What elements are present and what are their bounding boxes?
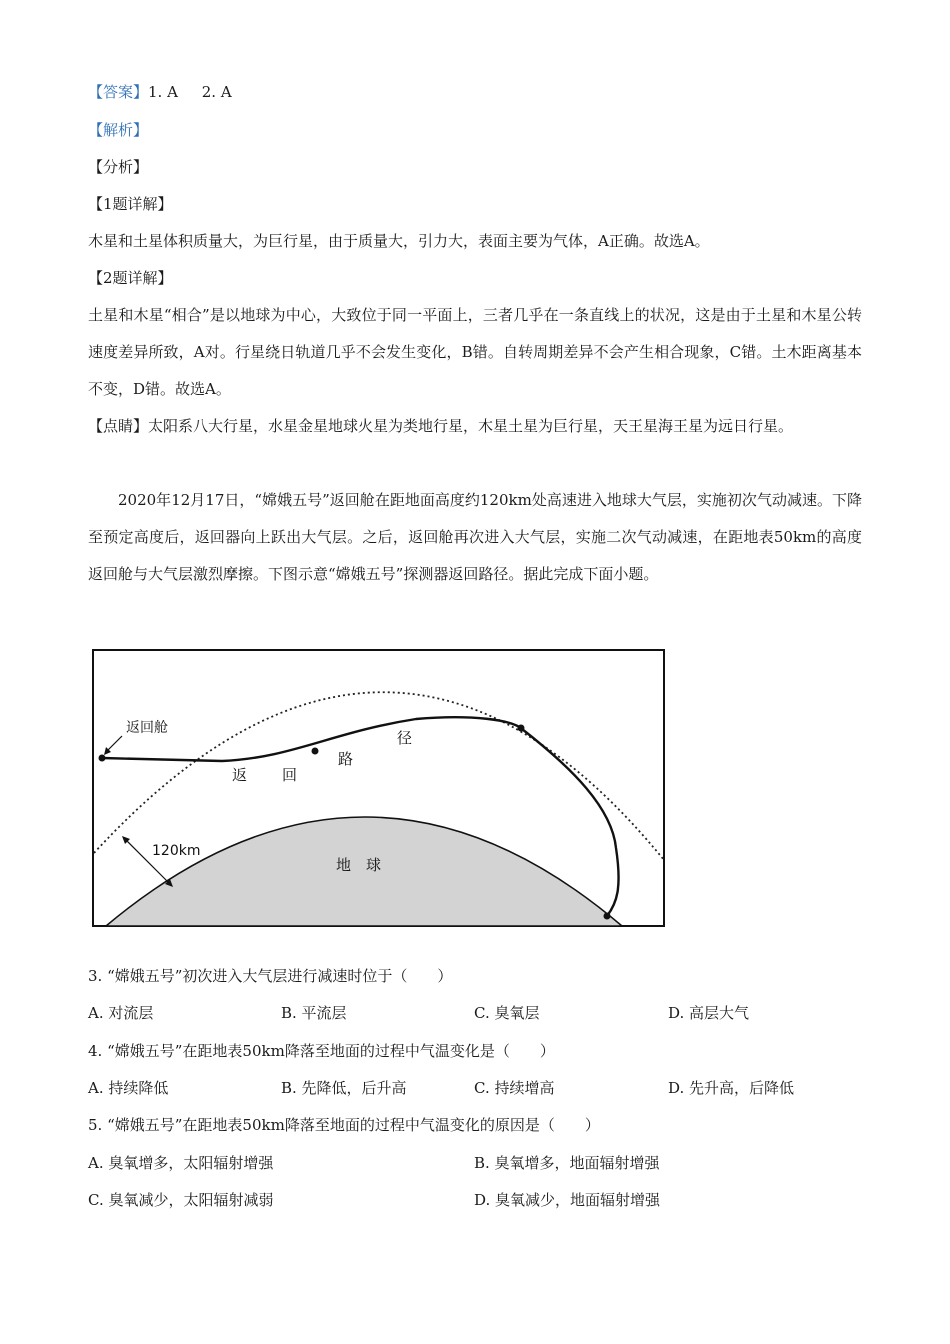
landing-point bbox=[604, 913, 611, 920]
q2-detail-tag: 【2题详解】 bbox=[88, 269, 173, 287]
path-point-1 bbox=[312, 748, 319, 755]
q1-detail-text: 木星和土星体积质量大，为巨行星，由于质量大，引力大，表面主要为气体，A正确。故选A。 bbox=[88, 232, 710, 250]
q4-option-b: B. 先降低，后升高 bbox=[281, 1079, 407, 1097]
q5-option-b: B. 臭氧增多，地面辐射增强 bbox=[474, 1154, 660, 1172]
q3-option-b: B. 平流层 bbox=[281, 1004, 347, 1022]
intro-paragraph: 2020年12月17日，“嫦娥五号”返回舱在距地面高度约120km处高速进入地球大气层，实施初次气动减速。下降至预定高度后，返回器向上跃出大气层。之后，返回舱再次进入大气层，实施二次气动减速，在距地表50km的高度返回舱与大气层激烈摩擦。下图示意“嫦娥五号”探测器返回路径。据此完成下面小题。 bbox=[88, 491, 862, 583]
dianjing-text: 太阳系八大行星，水星金星地球火星为类地行星，木星土星为巨行星，天王星海王星为远日行星。 bbox=[148, 417, 794, 435]
capsule-label: 返回舱 bbox=[126, 720, 168, 736]
q1-detail-tag: 【1题详解】 bbox=[88, 195, 173, 213]
capsule-point bbox=[99, 755, 106, 762]
q4-option-c: C. 持续增高 bbox=[474, 1079, 555, 1097]
path-char-3: 路 bbox=[338, 750, 354, 768]
q5-option-c: C. 臭氧减少，太阳辐射减弱 bbox=[88, 1191, 274, 1209]
q3-option-d: D. 高层大气 bbox=[668, 1004, 750, 1022]
q4-option-a: A. 持续降低 bbox=[88, 1079, 169, 1097]
dianjing-tag: 【点睛】 bbox=[88, 417, 149, 435]
earth-label: 地 球 bbox=[336, 856, 382, 874]
q5-option-d: D. 臭氧减少，地面辐射增强 bbox=[474, 1191, 661, 1209]
q5-option-a: A. 臭氧增多，太阳辐射增强 bbox=[88, 1154, 274, 1172]
path-char-1: 返 bbox=[232, 766, 248, 784]
return-path-figure bbox=[92, 648, 666, 930]
answer-text: 1. A 2. A bbox=[148, 83, 232, 101]
fenxi-tag: 【分析】 bbox=[88, 158, 149, 176]
path-char-2: 回 bbox=[282, 766, 298, 784]
dianjing-block bbox=[88, 408, 862, 445]
question-4-stem: 4. “嫦娥五号”在距地表50km降落至地面的过程中气温变化是（ ） bbox=[88, 1042, 555, 1060]
answer-line bbox=[88, 82, 232, 102]
analysis-tag: 【解析】 bbox=[88, 121, 149, 139]
q2-detail-text: 土星和木星“相合”是以地球为中心，大致位于同一平面上，三者几乎在一条直线上的状况，这是由于土星和木星公转速度差异所致，A对。行星绕日轨道几乎不会发生变化，B错。自转周期差异不会产生相合现象，C错。土木距离基本不变，D错。故选A。 bbox=[88, 306, 862, 398]
path-point-2 bbox=[518, 725, 525, 732]
q3-option-a: A. 对流层 bbox=[88, 1004, 154, 1022]
q3-option-c: C. 臭氧层 bbox=[474, 1004, 540, 1022]
q4-option-d: D. 先升高，后降低 bbox=[668, 1079, 795, 1097]
altitude-label: 120km bbox=[152, 843, 201, 859]
answer-tag: 【答案】 bbox=[88, 83, 149, 101]
path-char-4: 径 bbox=[397, 729, 413, 747]
question-3-stem: 3. “嫦娥五号”初次进入大气层进行减速时位于（ ） bbox=[88, 967, 453, 985]
question-5-stem: 5. “嫦娥五号”在距地表50km降落至地面的过程中气温变化的原因是（ ） bbox=[88, 1116, 600, 1134]
